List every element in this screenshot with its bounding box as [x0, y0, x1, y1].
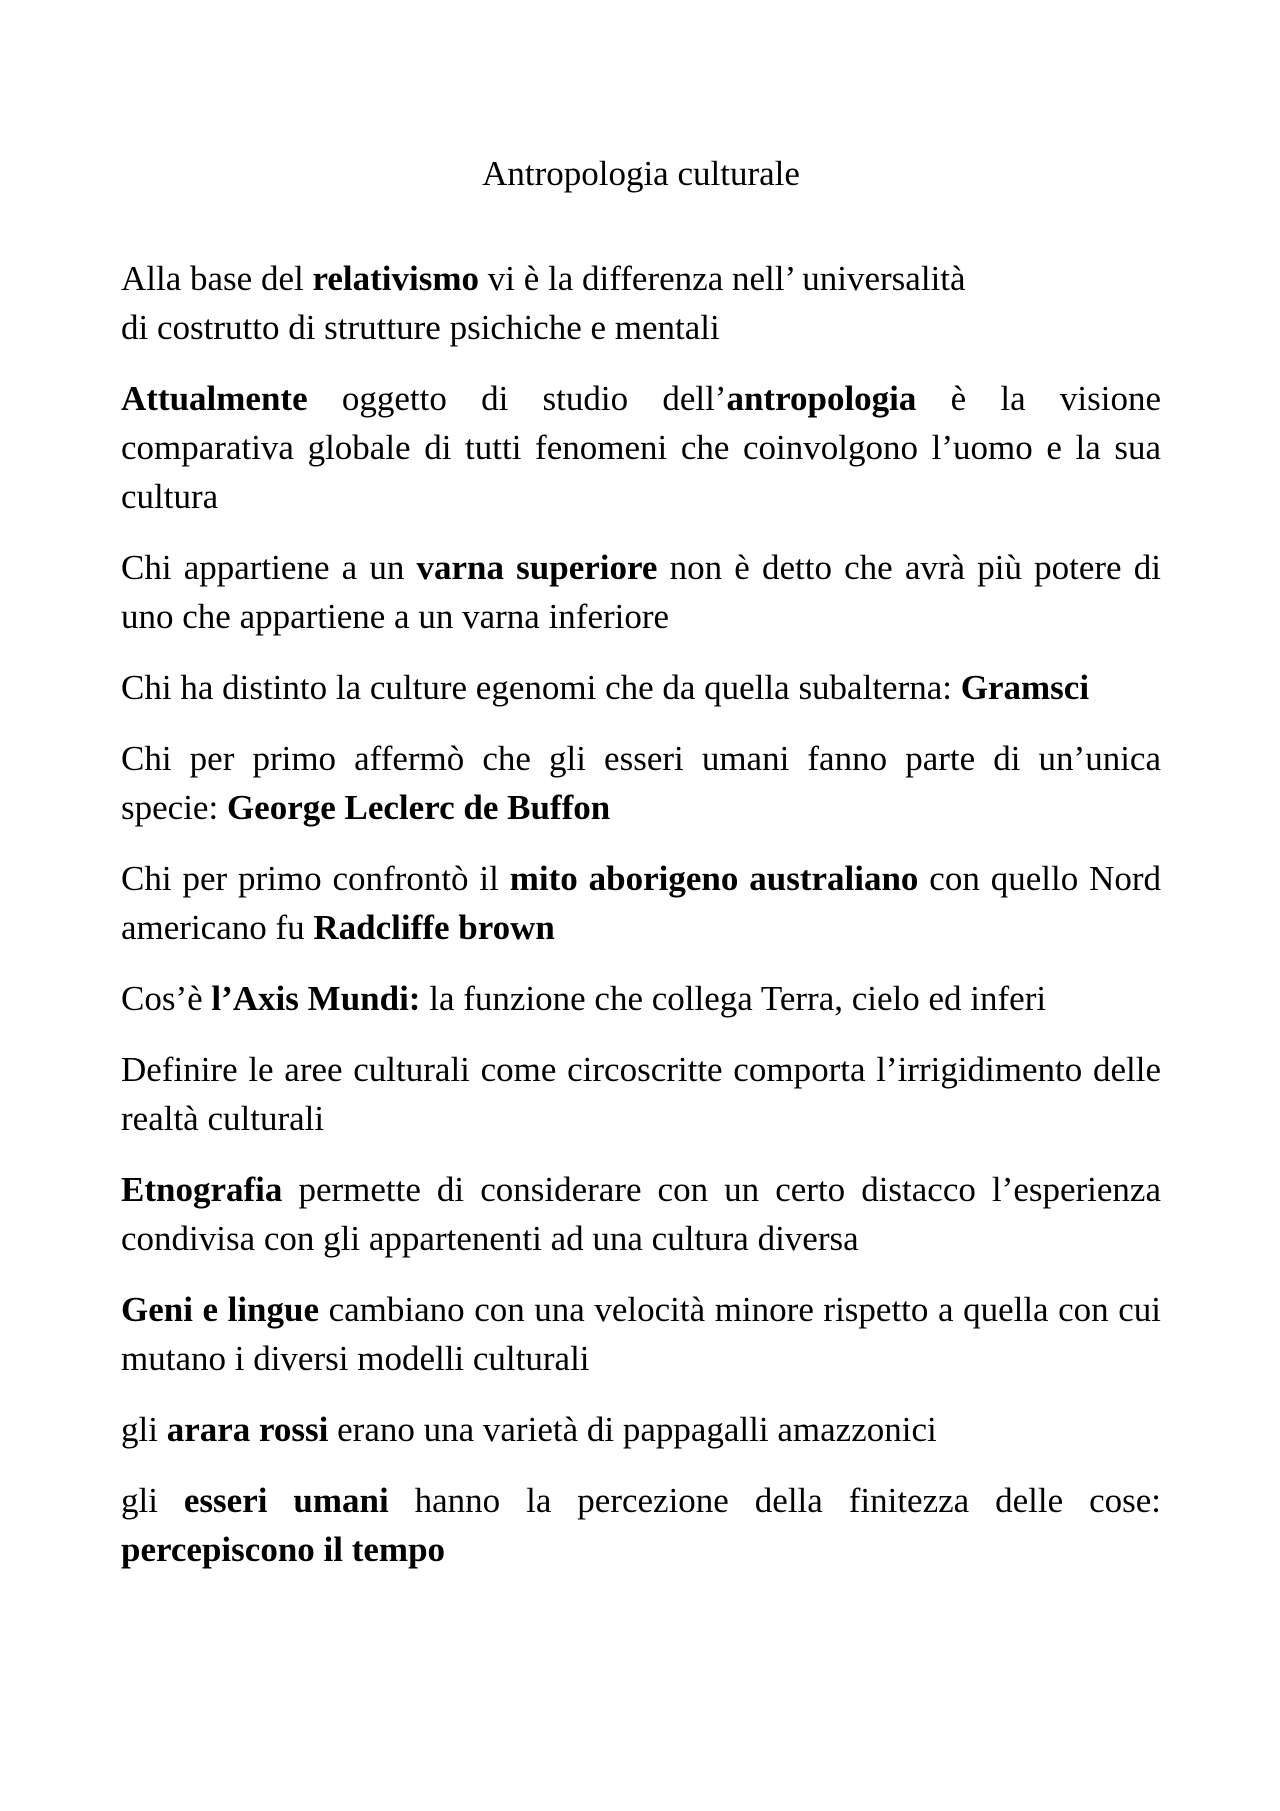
paragraph — [121, 974, 1161, 1023]
paragraph-text: oggetto di studio dell’ — [307, 379, 727, 418]
paragraph — [121, 663, 1161, 712]
paragraph-text: è la visione comparativa globale di tutti fenomeni che coinvolgono l’uomo e la sua cultura — [121, 379, 1161, 516]
paragraph-text: gli — [121, 1481, 184, 1520]
paragraph-text: di costrutto di strutture psichiche e mentali — [121, 308, 720, 347]
paragraph-text: gli — [121, 1410, 167, 1449]
paragraph — [121, 254, 1161, 352]
bold-term: varna superiore — [416, 548, 658, 587]
paragraph-text: con quello Nord americano fu — [121, 859, 1161, 947]
bold-term: esseri umani — [183, 1481, 389, 1520]
bold-term: Geni e lingue — [121, 1290, 320, 1329]
bold-term: relativismo — [312, 259, 480, 298]
paragraph-text: erano una varietà di pappagalli amazzonici — [328, 1410, 937, 1449]
bold-term: l’Axis Mundi: — [211, 979, 421, 1018]
paragraph-text: Chi ha distinto la culture egenomi che da quella subalterna: — [121, 668, 961, 707]
paragraph-text: Chi per primo affermò che gli esseri umani fanno parte di un’unica specie: — [121, 739, 1161, 827]
paragraph — [121, 374, 1161, 521]
paragraph-text: Cos’è — [121, 979, 212, 1018]
paragraph — [121, 1165, 1161, 1263]
document-title: Antropologia culturale — [482, 154, 800, 193]
bold-term: mito aborigeno australiano — [509, 859, 919, 898]
paragraph — [121, 1476, 1161, 1574]
paragraph — [121, 734, 1161, 832]
bold-term: George Leclerc de Buffon — [226, 788, 611, 827]
bold-term: Gramsci — [960, 668, 1090, 707]
paragraph-text: cambiano con una velocità minore rispetto a quella con cui mutano i diversi modelli culturali — [121, 1290, 1161, 1378]
paragraph-text: Chi per primo confrontò il — [121, 859, 510, 898]
paragraph-text: Definire le aree culturali come circoscritte comporta l’irrigidimento delle realtà culturali — [121, 1050, 1161, 1138]
bold-term: arara rossi — [166, 1410, 329, 1449]
paragraph — [121, 1285, 1161, 1383]
bold-term: percepiscono il tempo — [121, 1530, 446, 1569]
bold-term: antropologia — [726, 379, 917, 418]
paragraph-list — [121, 254, 1161, 1574]
bold-term: Radcliffe brown — [313, 908, 555, 947]
paragraph-text: hanno la percezione della finitezza delle cose: — [388, 1481, 1161, 1520]
paragraph-text: vi è la differenza nell’ universalità — [479, 259, 966, 298]
bold-term: Attualmente — [121, 379, 308, 418]
paragraph — [121, 543, 1161, 641]
paragraph-text: permette di considerare con un certo distacco l’esperienza condivisa con gli appartenenti ad una cultura diversa — [121, 1170, 1161, 1258]
paragraph-text: la funzione che collega Terra, cielo ed inferi — [420, 979, 1047, 1018]
paragraph — [121, 854, 1161, 952]
paragraph — [121, 1405, 1161, 1454]
paragraph-text: Chi appartiene a un — [121, 548, 417, 587]
paragraph-text: Alla base del — [121, 259, 313, 298]
document-page — [121, 150, 1161, 1596]
bold-term: Etnografia — [121, 1170, 283, 1209]
paragraph — [121, 1045, 1161, 1143]
paragraph-text: non è detto che avrà più potere di uno che appartiene a un varna inferiore — [121, 548, 1161, 636]
